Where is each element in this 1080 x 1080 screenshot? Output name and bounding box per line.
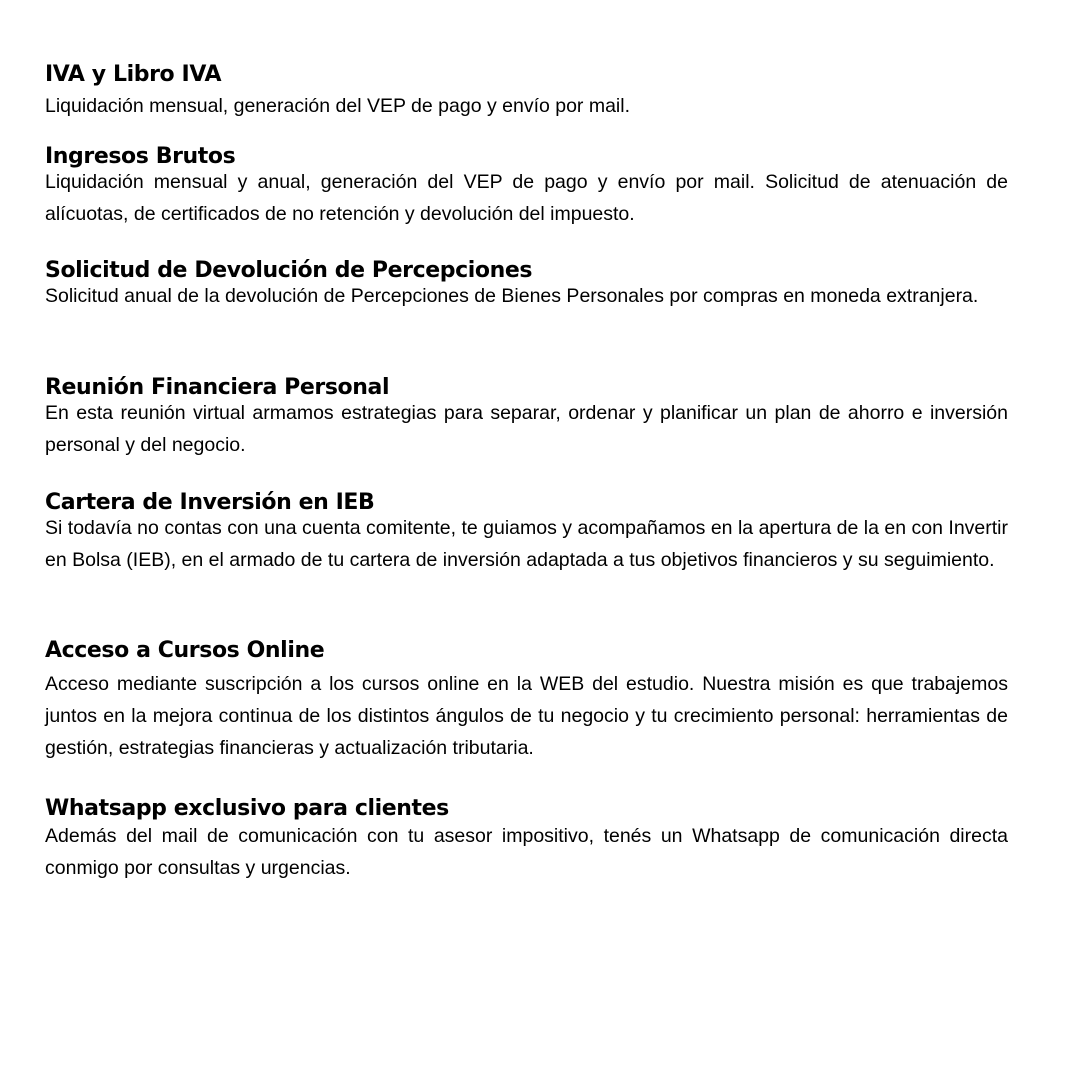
section-title: Solicitud de Devolución de Percepciones bbox=[45, 258, 533, 283]
section-text: Liquidación mensual, generación del VEP de pago y envío por mail. bbox=[45, 95, 631, 117]
section-title: Acceso a Cursos Online bbox=[45, 638, 325, 663]
section-cartera-inversion bbox=[45, 488, 1008, 576]
section-text: Además del mail de comunicación con tu asesor impositivo, tenés un Whatsapp de comunicación directa conmigo por consultas y urgencias. bbox=[45, 825, 1008, 879]
section-text: Si todavía no contas con una cuenta comitente, te guiamos y acompañamos en la apertura de la en con Invertir en Bolsa (IEB), en el armado de tu cartera de inversión adaptada a tus objetivos financieros y su seguimiento. bbox=[45, 517, 1008, 571]
section-cursos-online bbox=[45, 636, 1008, 764]
section-text: Liquidación mensual y anual, generación del VEP de pago y envío por mail. Solicitud de atenuación de alícuotas, de certificados de no retención y devolución del impuesto. bbox=[45, 171, 1008, 225]
section-text: Acceso mediante suscripción a los cursos online en la WEB del estudio. Nuestra misión es que trabajemos juntos en la mejora continua de los distintos ángulos de tu negocio y tu crecimiento personal: herramientas de gestión, estrategias financieras y actualización tributaria. bbox=[45, 673, 1008, 759]
section-whatsapp bbox=[45, 794, 1008, 884]
section-ingresos-brutos bbox=[45, 142, 1008, 230]
section-title: IVA y Libro IVA bbox=[45, 62, 222, 87]
section-iva bbox=[45, 60, 1008, 122]
section-reunion-financiera bbox=[45, 373, 1008, 461]
section-title: Reunión Financiera Personal bbox=[45, 375, 390, 400]
section-text: En esta reunión virtual armamos estrategias para separar, ordenar y planificar un plan de ahorro e inversión personal y del negocio. bbox=[45, 402, 1008, 456]
section-title: Whatsapp exclusivo para clientes bbox=[45, 796, 449, 821]
section-text: Solicitud anual de la devolución de Percepciones de Bienes Personales por compras en moneda extranjera. bbox=[45, 285, 979, 307]
section-devolucion-percepciones bbox=[45, 256, 1008, 312]
section-title: Ingresos Brutos bbox=[45, 144, 236, 169]
section-title: Cartera de Inversión en IEB bbox=[45, 490, 375, 515]
services-document bbox=[45, 0, 1008, 1080]
